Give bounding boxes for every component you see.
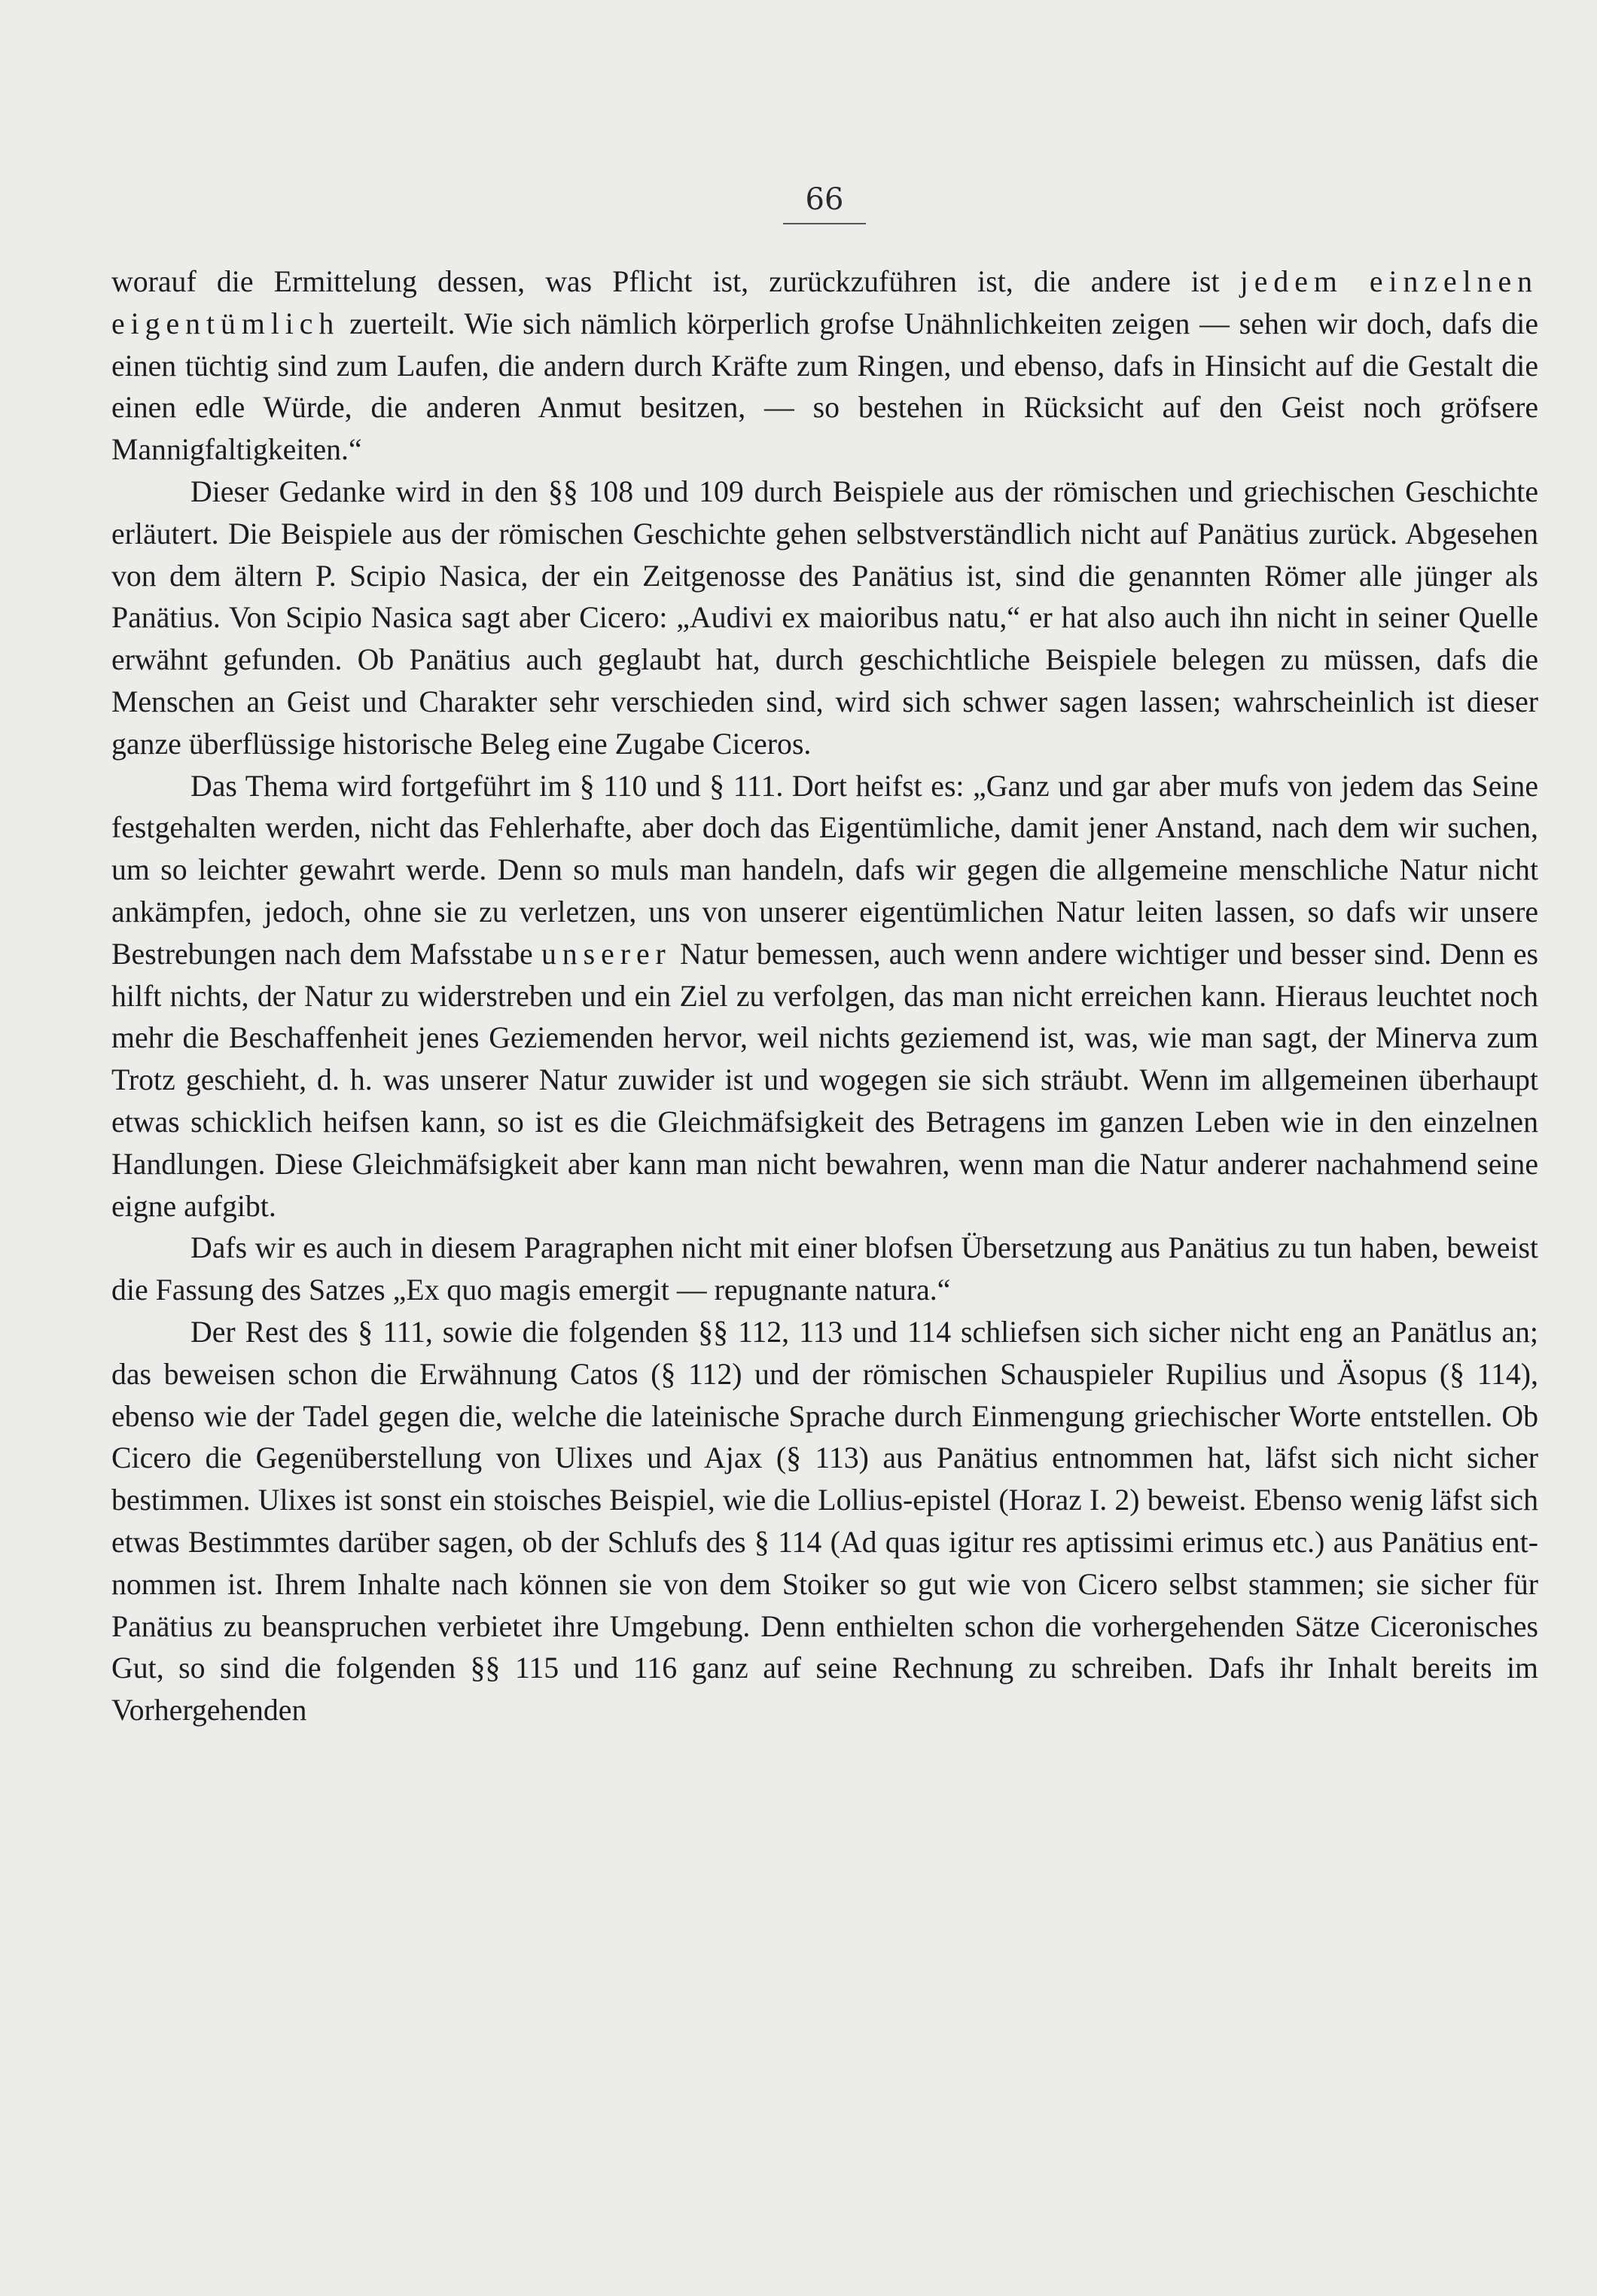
spaced-emphasis: jedem einzelnen eigentümlich	[111, 265, 1538, 340]
paragraph	[111, 766, 1538, 1228]
paragraph	[111, 261, 1538, 471]
text-run: Natur bemessen, auch wenn andere wichtiger und besser sind. Denn es hilft nichts, der Natur zu widerstreben und ein Ziel zu verfolgen, das man nicht erreichen kann. Hieraus leuchtet noch mehr die Beschaffenheit jenes Geziemenden hervor, weil nichts geziemend ist, was, wie man sagt, der Minerva zum Trotz geschieht, d. h. was unserer Natur zuwider ist und wogegen sie sich sträubt. Wenn im allgemeinen überhaupt etwas schicklich heifsen kann, so ist es die Gleichmäfsigkeit des Betragens im ganzen Leben wie in den einzelnen Handlungen. Diese Gleichmäfsigkeit aber kann man nicht bewahren, wenn man die Natur anderer nachahmend seine eigne aufgibt.	[111, 937, 1538, 1223]
paragraph	[111, 1312, 1538, 1732]
page-number: 66	[783, 182, 866, 224]
paragraph	[111, 471, 1538, 766]
paragraph	[111, 1227, 1538, 1312]
text-run: Dafs wir es auch in diesem Paragraphen nicht mit einer blofsen Übersetzung aus Panätius zu tun haben, beweist die Fassung des Satzes „Ex quo magis emergit — repugnante natura.“	[111, 1231, 1538, 1307]
spaced-emphasis: unserer	[541, 937, 672, 971]
text-run: zuerteilt. Wie sich nämlich körperlich grofse Unähnlichkeiten zeigen — sehen wir doch, dafs die einen tüchtig sind zum Laufen, die andern durch Kräfte zum Ringen, und ebenso, dafs in Hinsicht auf die Gestalt die einen edle Würde, die anderen Anmut besitzen, — so bestehen in Rücksicht auf den Geist noch gröfsere Mannigfaltigkeiten.“	[111, 306, 1538, 467]
body-text	[111, 261, 1538, 1732]
text-run: Der Rest des § 111, sowie die folgenden §§ 112, 113 und 114 schliefsen sich sicher nicht eng an Panätlus an; das beweisen schon die Erwähnung Catos (§ 112) und der römischen Schauspieler Rupilius und Äsopus (§ 114), ebenso wie der Tadel gegen die, welche die lateinische Sprache durch Einmengung griechischer Worte entstellen. Ob Cicero die Gegenüberstellung von Ulixes und Ajax (§ 113) aus Panätius entnommen hat, läfst sich nicht sicher bestimmen. Ulixes ist sonst ein stoisches Beispiel, wie die Lollius-epistel (Horaz I. 2) beweist. Ebenso wenig läfst sich etwas Bestimmtes darüber sagen, ob der Schlufs des § 114 (Ad quas igitur res aptissimi erimus etc.) aus Panätius ent-nommen ist. Ihrem Inhalte nach können sie von dem Stoiker so gut wie von Cicero selbst stammen; sie sicher für Panätius zu beanspruchen verbietet ihre Umgebung. Denn enthielten schon die vorhergehenden Sätze Ciceronisches Gut, so sind die folgenden §§ 115 und 116 ganz auf seine Rechnung zu schreiben. Dafs ihr Inhalt bereits im Vorhergehenden	[111, 1315, 1538, 1727]
text-run: Dieser Gedanke wird in den §§ 108 und 109 durch Beispiele aus der römischen und griechischen Geschichte erläutert. Die Beispiele aus der römischen Geschichte gehen selbstverständlich nicht auf Panätius zurück. Abgesehen von dem ältern P. Scipio Nasica, der ein Zeitgenosse des Panätius ist, sind die genannten Römer alle jünger als Panätius. Von Scipio Nasica sagt aber Cicero: „Audivi ex maioribus natu,“ er hat also auch ihn nicht in seiner Quelle erwähnt gefunden. Ob Panätius auch geglaubt hat, durch geschichtliche Beispiele belegen zu müssen, dafs die Menschen an Geist und Charakter sehr verschieden sind, wird sich schwer sagen lassen; wahrscheinlich ist dieser ganze überflüssige historische Beleg eine Zugabe Ciceros.	[111, 474, 1538, 761]
text-run: Das Thema wird fortgeführt im § 110 und § 111. Dort heifst es: „Ganz und gar aber mufs von jedem das Seine festgehalten werden, nicht das Fehlerhafte, aber doch das Eigentümliche, damit jener Anstand, nach dem wir suchen, um so leichter gewahrt werde. Denn so muls man handeln, dafs wir gegen die allgemeine menschliche Natur nicht ankämpfen, jedoch, ohne sie zu verletzen, uns von unserer eigentümlichen Natur leiten lassen, so dafs wir unsere Bestrebungen nach dem Mafsstabe	[111, 769, 1538, 971]
text-run: worauf die Ermittelung dessen, was Pflicht ist, zurückzuführen ist, die andere ist	[111, 265, 1240, 298]
